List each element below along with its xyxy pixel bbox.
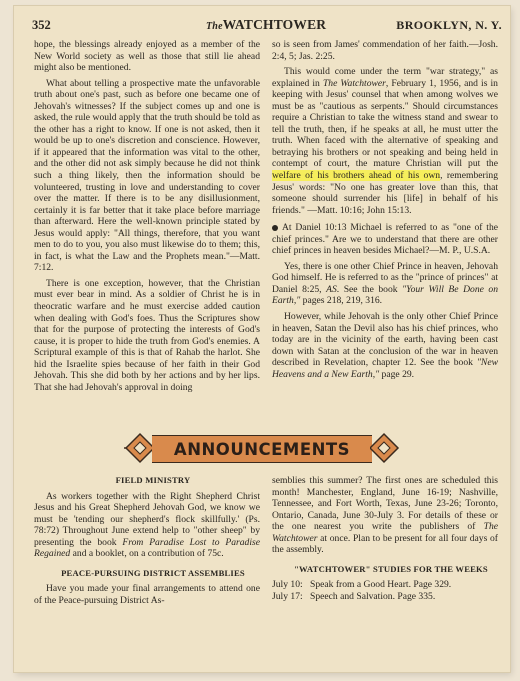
- study-week-title: Speak from a Good Heart. Page 329.: [310, 579, 452, 591]
- study-week-item: [272, 591, 498, 603]
- answer-paragraph: Yes, there is one other Chief Prince in heaven, Jehovah God himself. He is referred to as the "prince of princes" at Daniel 8:25, AS. See the book "Your Will Be Done on Earth," pages 218, 219, 316.: [272, 260, 498, 307]
- publication-location: BROOKLYN, N. Y.: [396, 18, 502, 32]
- assemblies-text-continued: semblies this summer? The first ones are scheduled this month! Manchester, England, June 16-19; Nashville, Tennessee, and Fort Worth, Texas, June 23-26; Toronto, Ontario, Canada, June 30-July 3. For details of these or the one nearest you write the publishers of The Watchtower at once. Plan to be present for all four days of the assembly.: [272, 475, 498, 556]
- bullet-icon: [272, 225, 278, 231]
- right-article-column: [272, 39, 498, 384]
- left-article-column: [34, 39, 260, 397]
- assemblies-text: Have you made your final arrangements to attend one of the Peace-pursuing District As-: [34, 583, 260, 606]
- study-week-date: July 17:: [272, 590, 303, 602]
- left-ornament-icon: [124, 431, 154, 465]
- article-paragraph: There is one exception, however, that the Christian must ever bear in mind. As a soldier of Christ he is in theocratic warfare and he must exercise added caution when dealing with God's foes. Thus the Scriptures show that for the purpose of protecting the interests of God's cause, it is proper to hide the truth from God's enemies. A Scriptural example of this is that of Rahab the harlot. She hid the Israelite spies because of her faith in their God Jehovah. This she did both by her actions and by her lips. That she had Jehovah's approval in doing: [34, 277, 260, 393]
- announcements-banner: [124, 431, 400, 465]
- banner-box: [152, 435, 372, 463]
- article-paragraph: so is seen from James' commendation of her faith.—Josh. 2:4, 5; Jas. 2:25.: [272, 39, 498, 62]
- study-week-date: July 10:: [272, 579, 303, 591]
- page-number: 352: [32, 18, 51, 32]
- article-paragraph: This would come under the term "war strategy," as explained in The Watchtower, February 1, 1956, and is in keeping with Jesus' counsel that when among wolves we must be as "cautious as serpents." Should circumstances require a Christian to take the witness stand and swear to tell the truth, then, if he speaks at all, he must utter the truth. When faced with the alternative of speaking and betraying his brothers or not speaking and being held in contempt of court, the mature Christian will put the welfare of his brothers ahead of his own, remembering Jesus' words: "No one has greater love than this, that someone should surrender his [life] in behalf of his friends." —Matt. 10:16; John 15:13.: [272, 66, 498, 216]
- magazine-title: TheWATCHTOWER: [206, 17, 327, 32]
- magazine-page: [14, 6, 510, 672]
- studies-heading: "WATCHTOWER" STUDIES FOR THE WEEKS: [294, 563, 488, 574]
- study-week-title: Speech and Salvation. Page 335.: [310, 590, 436, 602]
- assemblies-heading: PEACE-PURSUING DISTRICT ASSEMBLIES: [61, 567, 245, 578]
- highlighted-text: welfare of his brothers ahead of his own: [272, 170, 441, 182]
- page-header: [32, 16, 502, 36]
- study-week-item: [272, 579, 498, 591]
- answer-paragraph: However, while Jehovah is the only other Chief Prince in heaven, Satan the Devil also has his chief princes, who today are in the vicinity of the earth, having been cast down with Satan at the conclusion of the war in heaven described in Revelation, chapter 12. See the book "New Heavens and a New Earth," page 29.: [272, 311, 498, 380]
- reader-question: At Daniel 10:13 Michael is referred to as "one of the chief princes." Are we to understand that there are other chief princes in heaven besides Michael?—M. P., U.S.A.: [272, 222, 498, 257]
- article-paragraph: What about telling a prospective mate the unfavorable truth about one's past, such as before one became one of Jehovah's witnesses? If the subject comes up and one is asked, the rule would apply that the truth should be told as the other has a right to know. If one is not asked, then it would be up to one's discretion and conscience. However, if it appeared that the information was vital to the other, and the other did not ask simply because he did not think such a thing likely, then the information should be volunteered, trusting in love and understanding to cover over the matter. If there is to be any disillusionment, certainly it is far better that it take place before marriage than afterward. Here the well-known principle stated by Jesus would apply: "All things, therefore, that you want men to do to you, you also must likewise do to them; this, in fact, is what the Law and the Prophets mean."—Matt. 7:12.: [34, 77, 260, 274]
- field-ministry-text: As workers together with the Right Shepherd Christ Jesus and his Great Shepherd Jehovah God, we know we must be 'tending our shepherd's flock skillfully.' (Ps. 78:72) Throughout June extend help to "other sheep" by presenting the book From Paradise Lost to Paradise Regained and a booklet, on a contribution of 75c.: [34, 490, 260, 560]
- article-paragraph: hope, the blessings already enjoyed as a member of the New World society as well as those that still lie ahead might also be mentioned.: [34, 39, 260, 74]
- right-ornament-icon: [370, 431, 400, 465]
- right-announcements-column: [272, 475, 498, 602]
- left-announcements-column: [34, 475, 260, 610]
- banner-title: ANNOUNCEMENTS: [173, 440, 351, 459]
- field-ministry-heading: FIELD MINISTRY: [115, 475, 191, 485]
